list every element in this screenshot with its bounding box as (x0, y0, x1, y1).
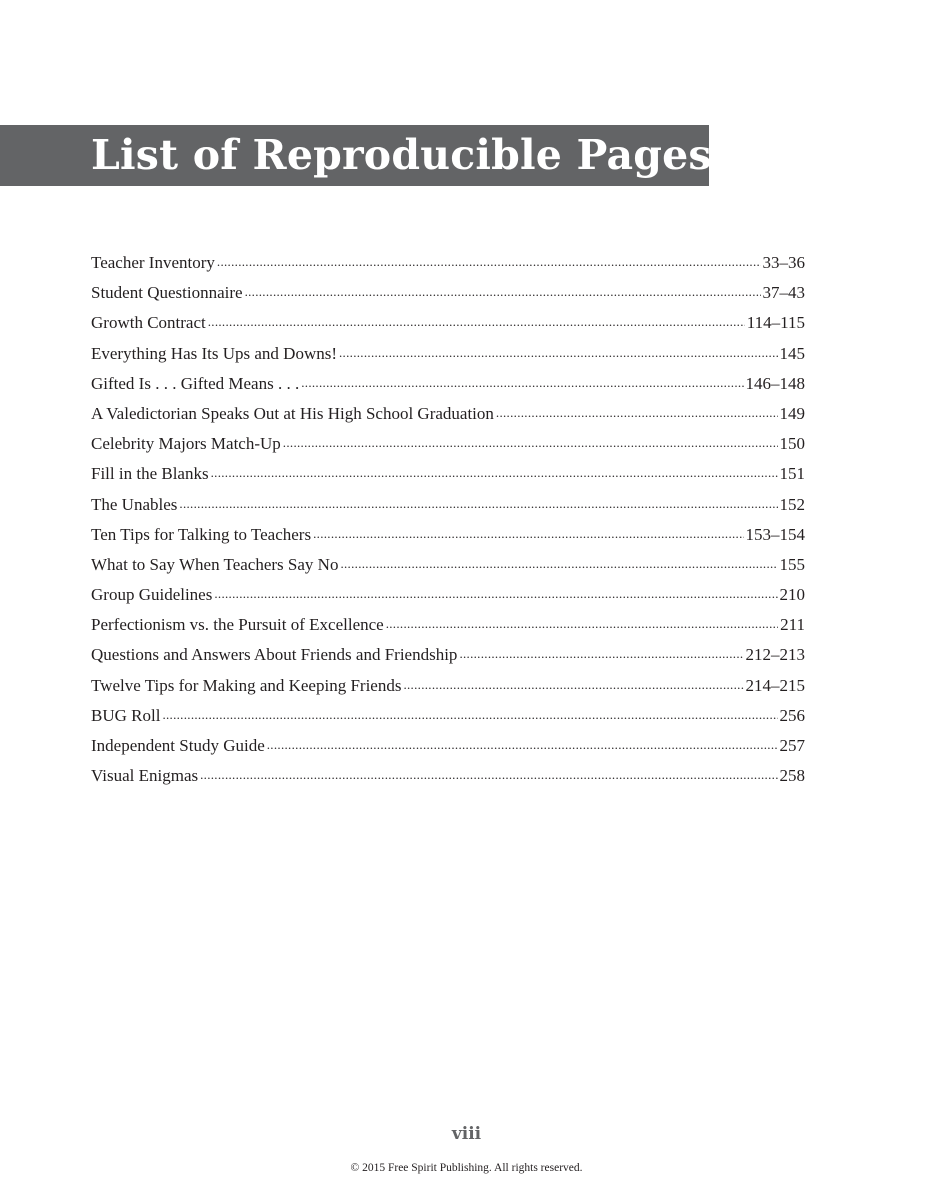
toc-entry-title: Perfectionism vs. the Pursuit of Excellence (91, 615, 384, 635)
title-banner (0, 125, 712, 186)
toc-entry (91, 523, 805, 553)
dot-leader (301, 372, 743, 389)
toc-entry-pages: 256 (779, 705, 805, 725)
toc-entry (91, 432, 805, 462)
toc-entry-pages: 212–213 (745, 645, 805, 665)
toc-entry (91, 462, 805, 492)
toc-entry-title: Celebrity Majors Match-Up (91, 434, 281, 454)
page-title: List of Reproducible Pages (91, 131, 712, 179)
toc-entry-title: Fill in the Blanks (91, 464, 209, 484)
toc-entry-pages: 257 (779, 736, 805, 755)
dot-leader (179, 493, 777, 510)
toc-entry-title: A Valedictorian Speaks Out at His High School Graduation (91, 403, 494, 423)
dot-leader (313, 523, 743, 540)
toc-entry-title: Questions and Answers About Friends and Friendship (91, 645, 458, 665)
toc-entry-title: Visual Enigmas (91, 766, 199, 786)
dot-leader (200, 764, 777, 781)
toc-entry-pages: 150 (779, 434, 805, 454)
toc-entry (91, 402, 805, 432)
toc-entry-title: BUG Roll (91, 705, 161, 725)
toc-entry (91, 613, 805, 643)
dot-leader (403, 674, 743, 691)
toc-entry-title: Growth Contract (91, 313, 206, 333)
toc-entry-pages: 146–148 (745, 373, 805, 393)
toc-entry-pages: 37–43 (762, 283, 805, 303)
toc-entry (91, 704, 805, 734)
toc-entry-pages: 151 (779, 464, 805, 484)
toc-entry-pages: 214–215 (745, 675, 805, 695)
toc-entry-pages: 210 (779, 585, 805, 605)
toc-entry-title: Teacher Inventory (91, 253, 215, 272)
toc-entry-title: What to Say When Teachers Say No (91, 554, 339, 574)
reproducible-pages-list (91, 251, 805, 794)
toc-entry (91, 342, 805, 372)
toc-entry-pages: 153–154 (745, 524, 805, 544)
dot-leader (386, 613, 778, 630)
dot-leader (214, 583, 777, 600)
toc-entry-pages: 33–36 (762, 253, 805, 272)
dot-leader (211, 462, 778, 479)
toc-entry-pages: 152 (779, 494, 805, 514)
toc-entry-title: Ten Tips for Talking to Teachers (91, 524, 312, 544)
toc-entry-pages: 145 (779, 343, 805, 363)
toc-entry-title: Independent Study Guide (91, 736, 265, 755)
toc-entry-title: The Unables (91, 494, 178, 514)
toc-entry-pages: 149 (779, 403, 805, 423)
toc-entry (91, 251, 805, 281)
toc-entry (91, 734, 805, 764)
toc-entry-pages: 155 (779, 554, 805, 574)
page-number: viii (451, 1124, 482, 1144)
toc-entry-title: Student Questionnaire (91, 283, 243, 303)
toc-entry (91, 583, 805, 613)
dot-leader (496, 402, 778, 419)
toc-entry (91, 493, 805, 523)
toc-entry-title: Twelve Tips for Making and Keeping Friends (91, 675, 402, 695)
toc-entry-title: Everything Has Its Ups and Downs! (91, 343, 337, 363)
dot-leader (245, 281, 761, 298)
toc-entry (91, 764, 805, 794)
copyright-notice: © 2015 Free Spirit Publishing. All rights reserved. (350, 1162, 583, 1174)
toc-entry (91, 372, 805, 402)
dot-leader (283, 432, 778, 449)
dot-leader (339, 342, 778, 359)
toc-entry (91, 674, 805, 704)
toc-entry-pages: 258 (779, 766, 805, 786)
toc-entry (91, 643, 805, 673)
toc-entry (91, 281, 805, 311)
dot-leader (162, 704, 777, 721)
dot-leader (340, 553, 777, 570)
toc-entry-pages: 211 (780, 615, 805, 635)
dot-leader (459, 643, 743, 660)
toc-entry-pages: 114–115 (746, 313, 805, 333)
toc-entry (91, 553, 805, 583)
dot-leader (217, 251, 761, 268)
toc-entry-title: Gifted Is . . . Gifted Means . . . (91, 373, 300, 393)
dot-leader (208, 311, 745, 328)
toc-entry (91, 311, 805, 341)
toc-entry-title: Group Guidelines (91, 585, 213, 605)
dot-leader (267, 734, 778, 751)
